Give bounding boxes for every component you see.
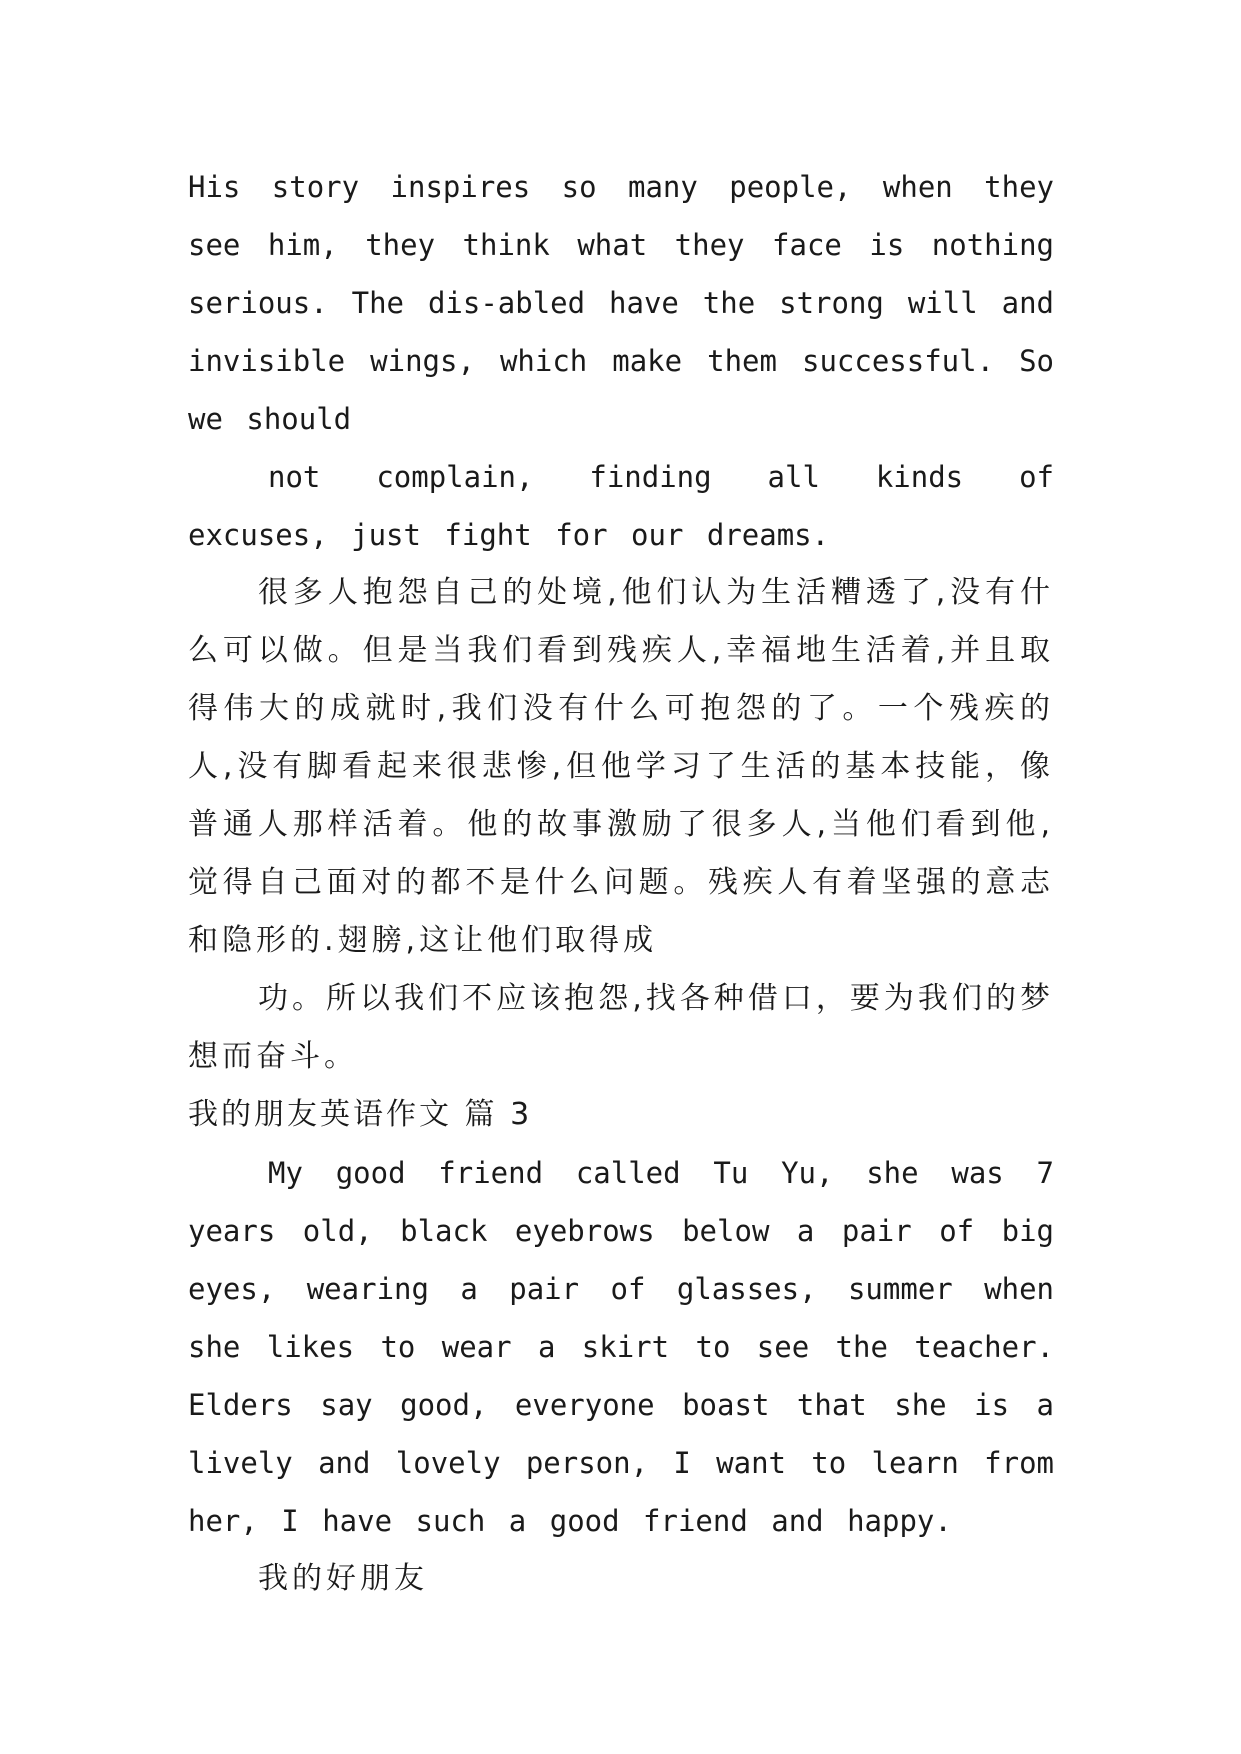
- paragraph-english-1: His story inspires so many people, when they see him, they think what they face is nothing serious. The dis-abled have the strong will and invisible wings, which make them successful. So we should: [188, 170, 1054, 436]
- paragraph-chinese-3: 我的好朋友: [258, 1561, 428, 1596]
- paragraph-english-2: not complain, finding all kinds of excuses, just fight for our dreams.: [188, 460, 1054, 552]
- document-page: [188, 158, 1054, 1608]
- section-heading: 我的朋友英语作文 篇 3: [188, 1097, 533, 1132]
- paragraph-chinese-1: 很多人抱怨自己的处境,他们认为生活糟透了,没有什么可以做。但是当我们看到残疾人,幸福地生活着,并且取得伟大的成就时,我们没有什么可抱怨的了。一个残疾的人,没有脚看起来很悲惨,但他学习了生活的基本技能，像普通人那样活着。他的故事激励了很多人,当他们看到他,觉得自己面对的都不是什么问题。残疾人有着坚强的意志和隐形的.翅膀,这让他们取得成: [188, 575, 1054, 958]
- paragraph-english-3: My good friend called Tu Yu, she was 7 years old, black eyebrows below a pair of big eyes, wearing a pair of glasses, summer when she likes to wear a skirt to see the teacher. Elders say good, everyone boast that she is a lively and lovely person, I want to learn from her, I have such a good friend and happy.: [188, 1156, 1054, 1538]
- paragraph-chinese-2: 功。所以我们不应该抱怨,找各种借口，要为我们的梦想而奋斗。: [188, 981, 1054, 1074]
